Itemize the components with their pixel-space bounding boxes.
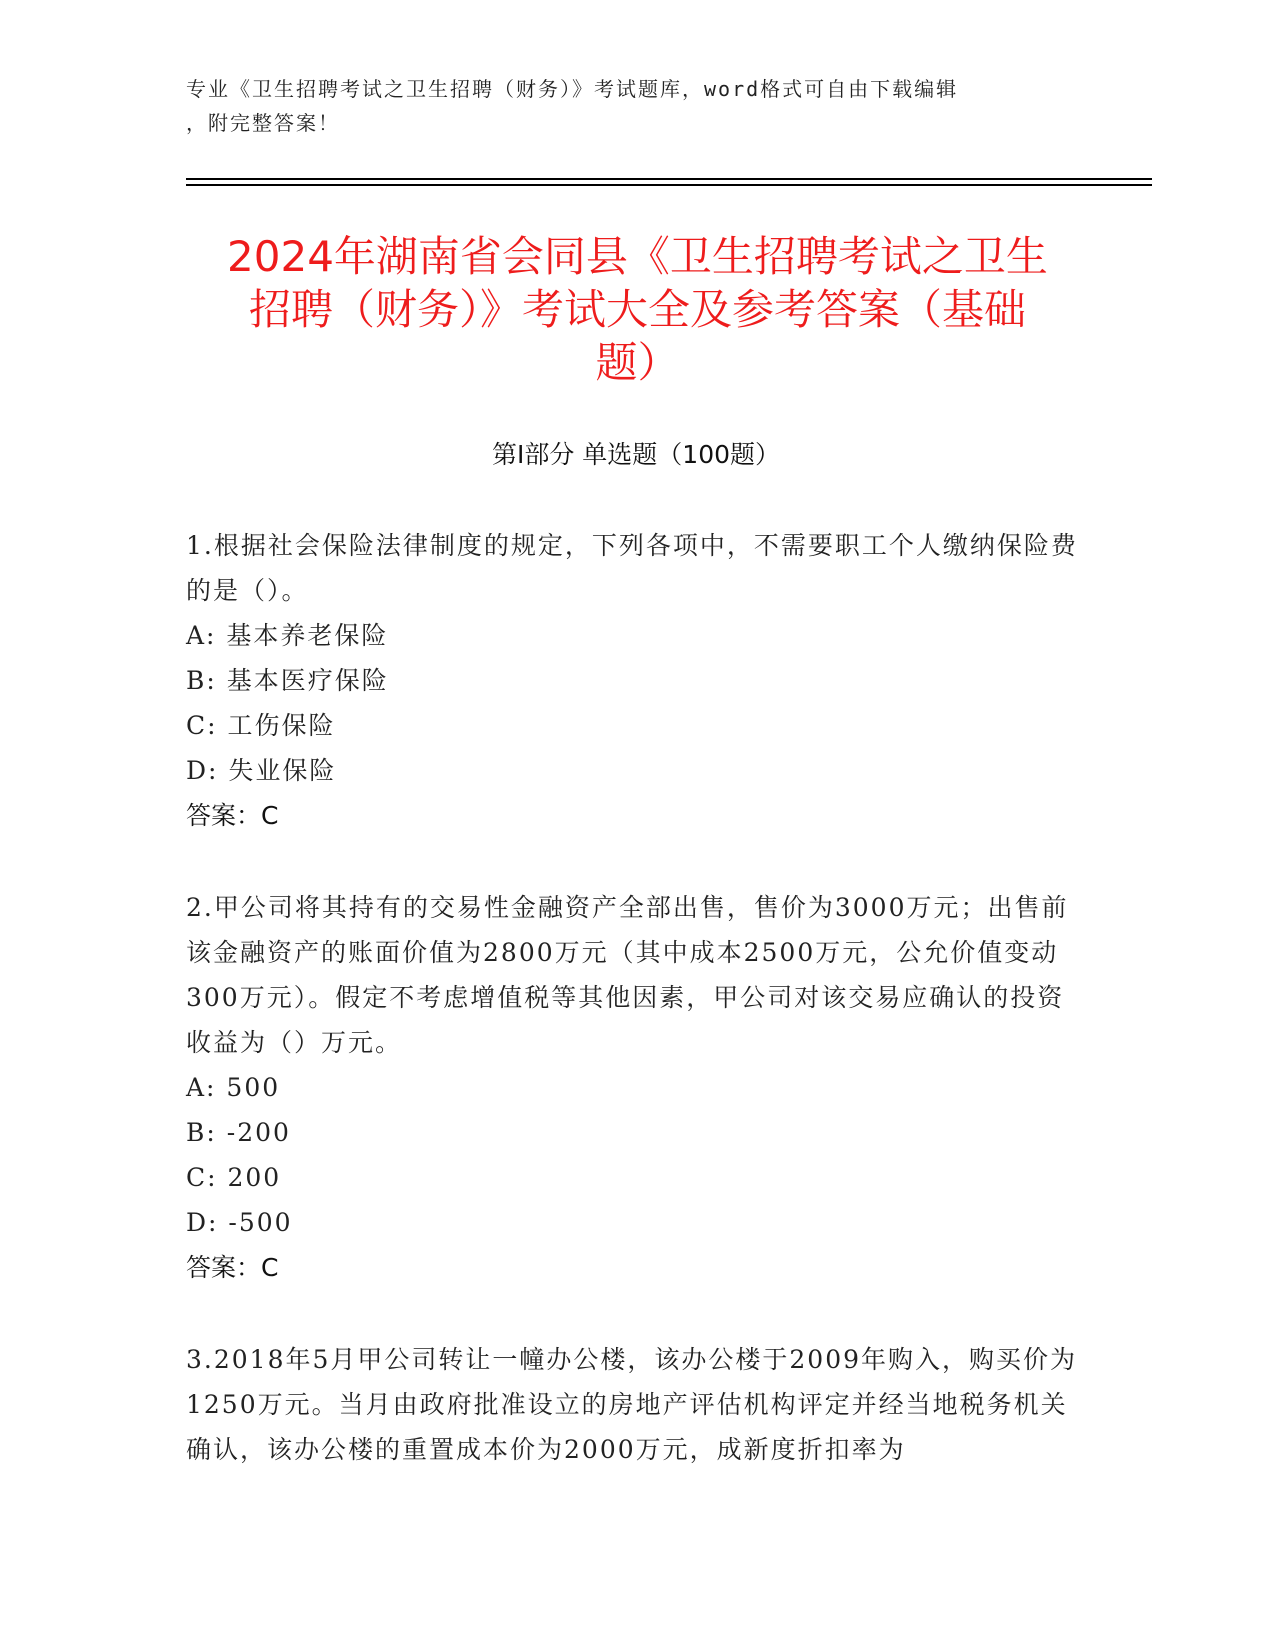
answer: 答案：C (186, 801, 279, 830)
option-d: D: 失业保险 (186, 756, 337, 785)
header-divider-bottom (186, 184, 1152, 186)
question-1 (186, 523, 1086, 838)
option-a: A: 500 (186, 1073, 281, 1102)
title-line-1: 2024年湖南省会同县《卫生招聘考试之卫生 (227, 232, 1048, 281)
question-stem: 1.根据社会保险法律制度的规定，下列各项中，不需要职工个人缴纳保险费的是（）。 (186, 531, 1078, 605)
option-a: A: 基本养老保险 (186, 621, 389, 650)
header-note-line-1: 专业《卫生招聘考试之卫生招聘（财务）》考试题库，word格式可自由下载编辑 (186, 77, 959, 101)
option-b: B: -200 (186, 1118, 291, 1147)
question-stem: 2.甲公司将其持有的交易性金融资产全部出售，售价为3000万元；出售前该金融资产的账面价值为2800万元（其中成本2500万元，公允价值变动300万元）。假定不考虑增值税等其他因素，甲公司对该交易应确认的投资收益为（）万元。 (186, 893, 1069, 1057)
title-line-3: 题） (595, 338, 680, 387)
option-d: D: -500 (186, 1208, 293, 1237)
option-c: C: 工伤保险 (186, 711, 336, 740)
question-2 (186, 885, 1086, 1290)
document-title (180, 230, 1095, 389)
question-list (186, 523, 1086, 1519)
title-line-2: 招聘（财务）》考试大全及参考答案（基础 (248, 285, 1026, 334)
option-c: C: 200 (186, 1163, 282, 1192)
option-b: B: 基本医疗保险 (186, 666, 389, 695)
section-heading: 第Ⅰ部分 单选题（100题） (491, 440, 781, 469)
answer: 答案：C (186, 1253, 279, 1282)
question-stem: 3.2018年5月甲公司转让一幢办公楼，该办公楼于2009年购入，购买价为1250万元。当月由政府批准设立的房地产评估机构评定并经当地税务机关确认，该办公楼的重置成本价为2000万元，成新度折扣率为 (186, 1345, 1078, 1464)
header-note-line-2: ，附完整答案！ (186, 111, 340, 135)
header-divider-top (186, 178, 1152, 180)
question-3 (186, 1337, 1086, 1472)
header-note (186, 72, 1086, 140)
